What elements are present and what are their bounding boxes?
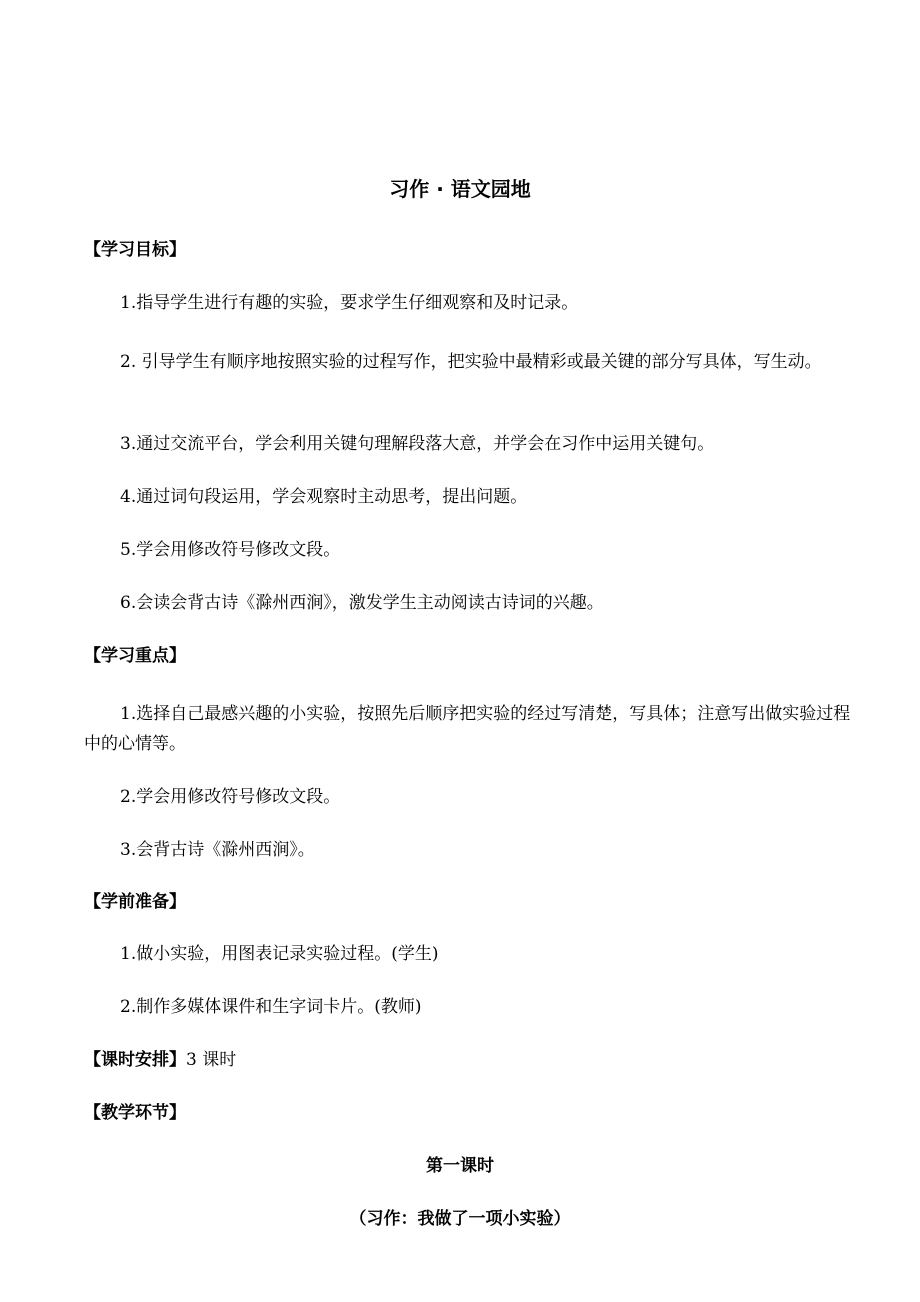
section-heading-schedule: 【课时安排】 [84,1050,186,1070]
section-heading-objectives: 【学习目标】 [84,240,186,260]
preparation-item-2: 2.制作多媒体课件和生字词卡片。(教师) [120,997,422,1017]
section-heading-teaching: 【教学环节】 [84,1103,186,1123]
section-heading-keypoints: 【学习重点】 [84,646,186,666]
section-schedule [84,1049,236,1071]
objective-item-1: 1.指导学生进行有趣的实验，要求学生仔细观察和及时记录。 [120,293,579,313]
keypoint-item-3: 3.会背古诗《滁州西涧》。 [120,840,315,860]
objective-item-2: 2. 引导学生有顺序地按照实验的过程写作，把实验中最精彩或最关键的部分写具体，写生动。 [120,352,822,372]
keypoint-item-2: 2.学会用修改符号修改文段。 [120,787,341,807]
lesson-title: 第一课时 [426,1156,494,1176]
lesson-subtitle: （习作：我做了一项小实验） [349,1209,571,1229]
keypoint-item-1: 1.选择自己最感兴趣的小实验，按照先后顺序把实验的经过写清楚，写具体；注意写出做实验过程中的心情等。 [84,704,851,754]
preparation-item-1: 1.做小实验，用图表记录实验过程。(学生) [120,944,439,964]
section-heading-preparation: 【学前准备】 [84,892,186,912]
objective-item-6: 6.会读会背古诗《滁州西涧》，激发学生主动阅读古诗词的兴趣。 [120,593,604,613]
schedule-value: 3 课时 [186,1050,237,1070]
document-title: 习作 · 语文园地 [389,177,531,201]
objective-item-4: 4.通过词句段运用，学会观察时主动思考，提出问题。 [120,487,528,507]
objective-item-3: 3.通过交流平台，学会利用关键句理解段落大意，并学会在习作中运用关键句。 [120,434,715,454]
objective-item-5: 5.学会用修改符号修改文段。 [120,540,341,560]
